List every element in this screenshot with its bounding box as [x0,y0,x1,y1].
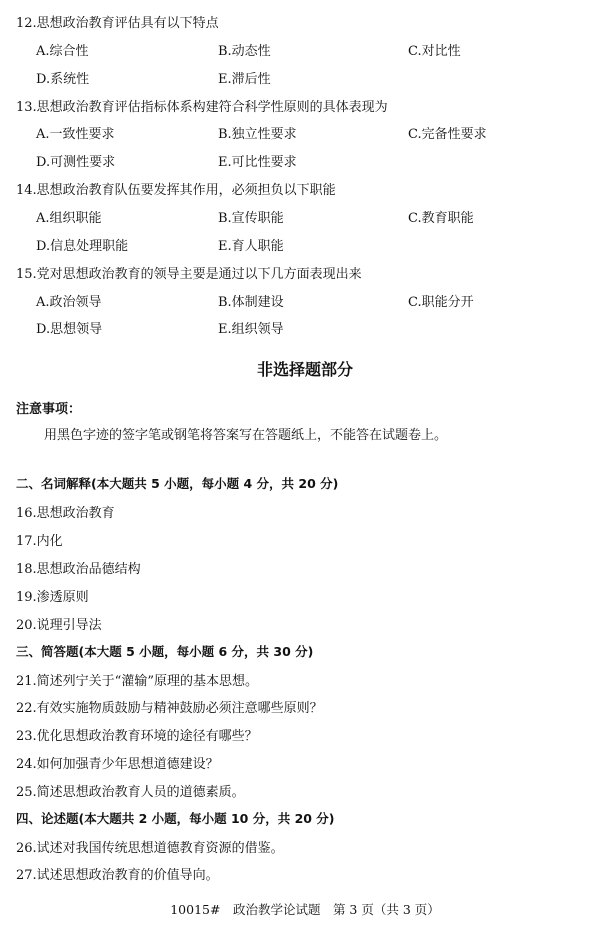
q13-option-b: B.独立性要求 [218,127,297,142]
question-16: 16.思想政治教育 [16,506,115,521]
q14-option-b: B.宣传职能 [218,211,284,226]
part-2-heading: 二、名词解释(本大题共 5 小题，每小题 4 分，共 20 分) [16,476,339,491]
q12-option-d: D.系统性 [36,72,90,87]
question-12-stem: 12.思想政治教育评估具有以下特点 [16,16,219,31]
question-20: 20.说理引导法 [16,618,102,633]
question-15-stem: 15.党对思想政治教育的领导主要是通过以下几方面表现出来 [16,267,362,282]
q14-option-a: A.组织职能 [36,211,102,226]
q15-option-d: D.思想领导 [36,322,103,337]
question-21: 21.简述列宁关于“灌输”原理的基本思想。 [16,674,258,689]
q13-option-d: D.可测性要求 [36,155,116,170]
notice-label: 注意事项： [16,402,82,417]
q15-option-a: A.政治领导 [36,295,102,310]
part-4-heading: 四、论述题(本大题共 2 小题，每小题 10 分，共 20 分) [16,811,335,826]
q13-option-a: A.一致性要求 [36,127,115,142]
section-title: 非选择题部分 [256,360,353,379]
q12-option-e: E.滞后性 [218,72,271,87]
q13-option-e: E.可比性要求 [218,155,297,170]
part-3-heading: 三、简答题(本大题 5 小题，每小题 6 分，共 30 分) [16,644,314,659]
question-17: 17.内化 [16,534,63,549]
q15-option-c: C.职能分开 [408,295,474,310]
question-19: 19.渗透原则 [16,590,89,605]
q15-option-e: E.组织领导 [218,322,284,337]
q12-option-b: B.动态性 [218,44,271,59]
question-23: 23.优化思想政治教育环境的途径有哪些？ [16,729,258,744]
question-14-stem: 14.思想政治教育队伍要发挥其作用，必须担负以下职能 [16,183,336,198]
page-footer: 10015# 政治教学论试题 第 3 页（共 3 页） [170,902,440,917]
question-24: 24.如何加强青少年思想道德建设？ [16,757,219,772]
question-26: 26.试述对我国传统思想道德教育资源的借鉴。 [16,841,284,856]
q13-option-c: C.完备性要求 [408,127,487,142]
notice-text: 用黑色字迹的签字笔或钢笔将答案写在答题纸上，不能答在试题卷上。 [44,428,448,443]
question-22: 22.有效实施物质鼓励与精神鼓励必须注意哪些原则？ [16,701,323,716]
q14-option-e: E.育人职能 [218,239,284,254]
question-25: 25.简述思想政治教育人员的道德素质。 [16,785,245,800]
question-18: 18.思想政治品德结构 [16,562,141,577]
q12-option-a: A.综合性 [36,44,89,59]
q15-option-b: B.体制建设 [218,295,284,310]
question-13-stem: 13.思想政治教育评估指标体系构建符合科学性原则的具体表现为 [16,100,388,115]
question-27: 27.试述思想政治教育的价值导向。 [16,868,219,883]
q12-option-c: C.对比性 [408,44,461,59]
q14-option-d: D.信息处理职能 [36,239,129,254]
q14-option-c: C.教育职能 [408,211,474,226]
